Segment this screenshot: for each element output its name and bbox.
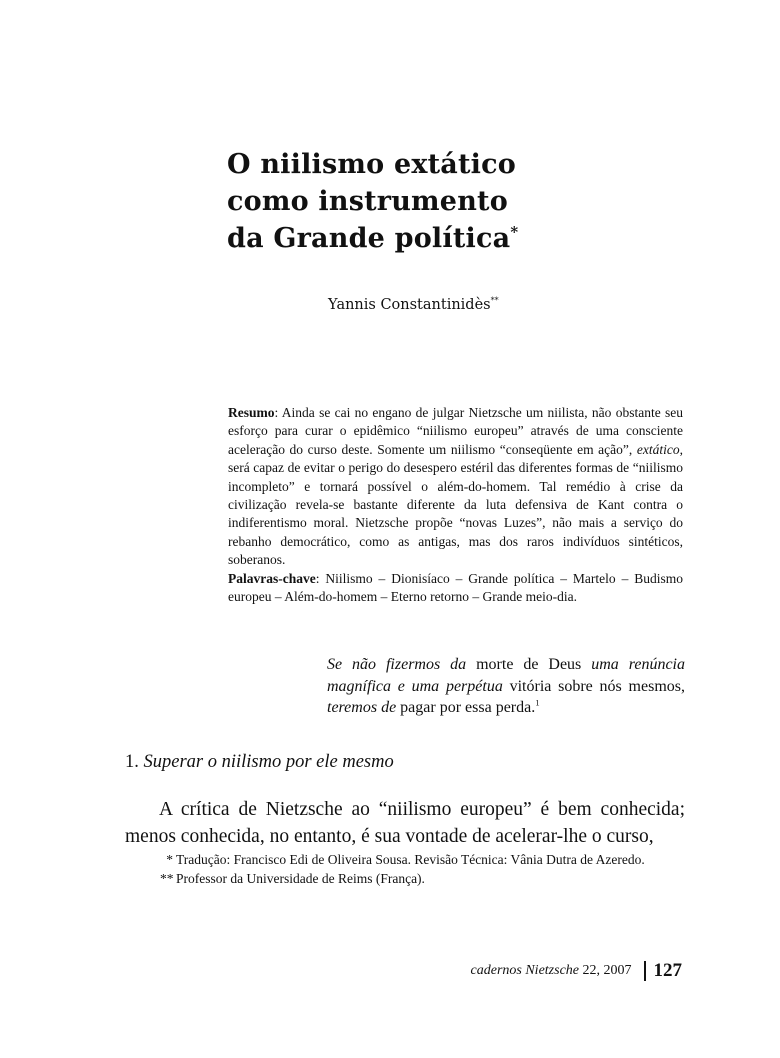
footnotes <box>160 851 685 888</box>
footnote-1 <box>160 851 685 870</box>
title-line-3-text: da Grande política <box>227 223 511 254</box>
article-title <box>227 146 647 257</box>
footnote-1-mark: * <box>166 852 173 867</box>
author-footnote-mark: ** <box>490 296 499 306</box>
author-name: Yannis Constantinidès <box>328 297 491 313</box>
abstract-emphasis: extático <box>636 441 680 457</box>
section-title: Superar o niilismo por ele mesmo <box>143 752 394 772</box>
footnote-1-text: Tradução: Francisco Edi de Oliveira Sousa. Revisão Técnica: Vânia Dutra de Azeredo. <box>176 852 645 867</box>
page-number: 127 <box>653 960 682 981</box>
epigraph-part-1: Se não fizermos da <box>327 656 467 673</box>
abstract <box>228 404 683 606</box>
section-heading <box>125 752 394 773</box>
epigraph-part-5: teremos de <box>327 699 397 716</box>
epigraph-part-4: vitória sobre nós mesmos, <box>502 677 685 695</box>
abstract-paragraph <box>228 404 683 570</box>
footnote-2-mark: ** <box>160 870 174 886</box>
title-footnote-mark: * <box>510 223 519 241</box>
keywords-text: : Niilismo – Dionisíaco – Grande política – Martelo – Budismo europeu – Além-do-homem – Eterno retorno – Grande meio-dia. <box>228 570 683 605</box>
section-number: 1. <box>125 752 139 772</box>
footer-rule <box>644 961 646 981</box>
epigraph-part-2: morte de Deus <box>466 656 592 673</box>
title-line-1: O niilismo extático <box>227 149 516 180</box>
footnote-2 <box>160 870 685 889</box>
epigraph <box>327 654 685 719</box>
epigraph-note-mark: 1 <box>535 697 540 708</box>
title-line-3 <box>227 220 647 257</box>
keywords-paragraph <box>228 570 683 607</box>
page-footer <box>471 960 682 982</box>
abstract-text-b: , será capaz de evitar o perigo do desespero estéril das diferentes formas de “niilismo incompleto” e tornará possível o além-do-homem. Tal remédio à crise da civilização revela-se bastante diferente da luta defensiva de Kant contra o indiferentismo moral. Nietzsche propõe “novas Luzes”, não mais a serviço do rebanho democrático, como as antigas, mas dos raros indivíduos sintéticos, soberanos. <box>228 441 683 568</box>
title-line-2: como instrumento <box>227 186 508 217</box>
abstract-text-a: : Ainda se cai no engano de julgar Nietzsche um niilista, não obstante seu esforço para curar o epidêmico “niilismo europeu” através de uma consciente aceleração do curso deste. Somente um niilismo “conseqüente em ação”, <box>228 405 683 457</box>
journal-name: cadernos Nietzsche <box>470 963 579 978</box>
epigraph-part-6: pagar por essa perda. <box>396 699 536 716</box>
author-line <box>328 297 499 313</box>
abstract-label: Resumo <box>228 405 275 420</box>
body-paragraph: A crítica de Nietzsche ao “niilismo europeu” é bem conhecida; menos conhecida, no entanto, é sua vontade de acelerar-lhe o curso, <box>125 799 685 847</box>
keywords-label: Palavras-chave <box>228 570 316 586</box>
journal-issue: 22, 2007 <box>582 963 632 978</box>
epigraph-part-3: uma renúncia magnífica e uma perpétua <box>327 656 685 695</box>
footnote-2-text: Professor da Universidade de Reims (França). <box>176 870 425 886</box>
